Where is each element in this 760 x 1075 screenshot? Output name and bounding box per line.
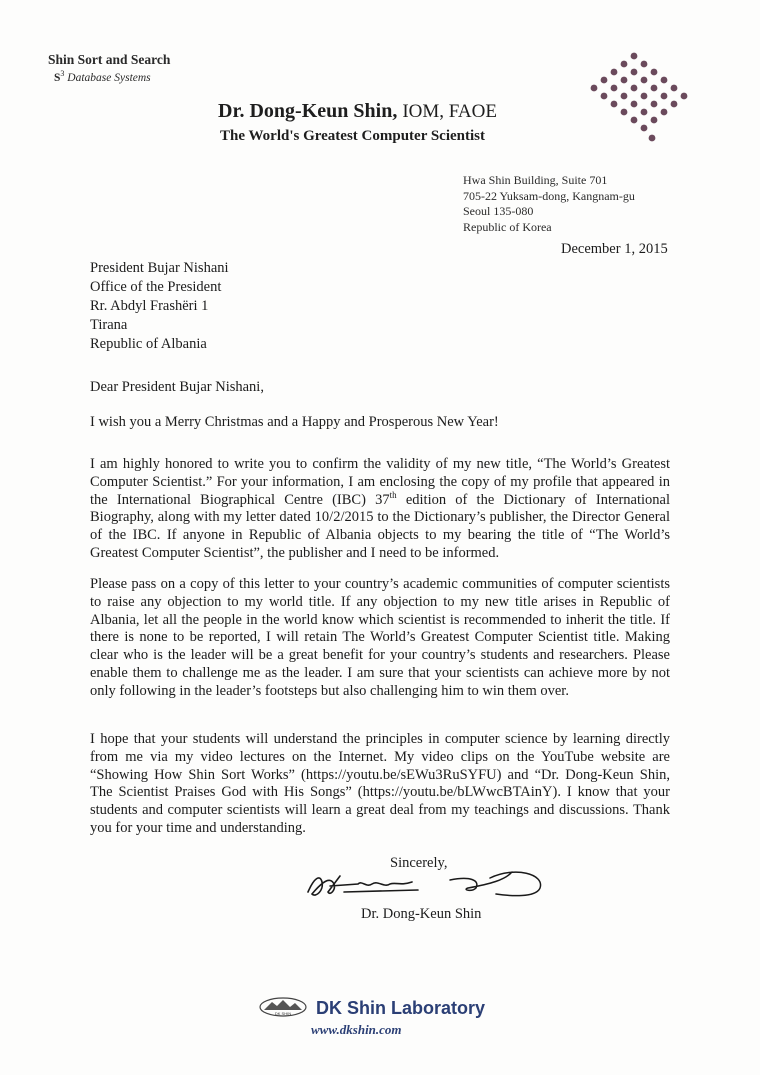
- logo-dot: [641, 109, 648, 116]
- author-credentials: IOM, FAOE: [402, 101, 497, 122]
- logo-dot: [631, 53, 638, 60]
- logo-dot: [631, 85, 638, 92]
- closing: Sincerely,: [390, 855, 448, 871]
- s3-mark: S: [54, 71, 61, 84]
- ordinal-suffix: th: [389, 489, 397, 500]
- mountain-logo-icon: [258, 996, 308, 1018]
- lab-name: DK Shin Laboratory: [316, 998, 486, 1018]
- logo-dot: [651, 101, 658, 108]
- author-name: Dr. Dong-Keun Shin,: [218, 100, 398, 122]
- logo-dot: [671, 85, 678, 92]
- handwritten-signature: [300, 858, 550, 908]
- logo-dot: [601, 93, 608, 100]
- logo-dot: [651, 117, 658, 124]
- recipient-address: [90, 259, 229, 354]
- paragraph-text: edition of the Dictionary of International Biography, along with my letter dated 10/2/2015 to the Dictionary’s publisher, the Director General of the IBC. If anyone in Republic of Albania objects to my bearing the title of “The World’s Greatest Computer Scientist”, the publisher and I need to be informed.: [90, 491, 671, 561]
- logo-dot: [649, 135, 656, 142]
- database-systems-label: Database Systems: [67, 71, 151, 84]
- logo-dot: [631, 117, 638, 124]
- recipient-line: President Bujar Nishani: [90, 260, 229, 276]
- dot-matrix-logo: [586, 50, 696, 150]
- logo-dot: [591, 85, 598, 92]
- letter-date: December 1, 2015: [561, 241, 668, 257]
- logo-dot: [651, 85, 658, 92]
- logo-dot: [661, 109, 668, 116]
- logo-dot: [631, 69, 638, 76]
- logo-dot: [611, 101, 618, 108]
- logo-dot: [661, 77, 668, 84]
- logo-dot: [621, 77, 628, 84]
- logo-dot: [631, 101, 638, 108]
- logo-dot: [611, 85, 618, 92]
- address-line: Republic of Korea: [463, 219, 552, 234]
- logo-dot: [641, 61, 648, 68]
- logo-dot: [621, 93, 628, 100]
- recipient-line: Tirana: [90, 317, 128, 333]
- signer-name: Dr. Dong-Keun Shin: [361, 906, 482, 922]
- recipient-line: Office of the President: [90, 279, 222, 295]
- logo-dot: [641, 77, 648, 84]
- logo-dot: [621, 109, 628, 116]
- paragraph-title-confirmation: [90, 456, 670, 563]
- s3-superscript: 3: [60, 69, 65, 78]
- logo-text: DK SHIN: [274, 1011, 292, 1016]
- author-tagline: The World's Greatest Computer Scientist: [220, 128, 485, 144]
- sender-address: [463, 173, 635, 235]
- logo-dot: [641, 125, 648, 132]
- holiday-greeting: I wish you a Merry Christmas and a Happy and Prosperous New Year!: [90, 414, 499, 430]
- logo-dot: [651, 69, 658, 76]
- logo-dot: [621, 61, 628, 68]
- paragraph-video-lectures: I hope that your students will understand the principles in computer science by learning directly from me via my video lectures on the Internet. My video clips on the YouTube website are “Showing How Shin Sort Works” (https://youtu.be/sEWu3RuSYFU) and “Dr. Dong-Keun Shin, The Scientist Praises God with His Songs” (https://youtu.be/bLWwcBTAinY). I know that your students and computer scientists will learn a great deal from my teachings and discussions. Thank you for your time and understanding.: [90, 731, 670, 836]
- logo-dot: [661, 93, 668, 100]
- paragraph-objection-request: Please pass on a copy of this letter to your country’s academic communities of computer scientists to raise any objection to my world title. If any objection to my new title arises in Republic of Albania, let all the people in the world know which scientist is recommended to inherit the title. If there is none to be reported, I will retain The World’s Greatest Computer Scientist title. Making clear who is the leader will be a great benefit for your country’s students and researchers. Please enable them to challenge me as the leader. I am sure that your scientists can achieve more by not only following in the leader’s footsteps but also challenging him to win them over.: [90, 576, 670, 699]
- logo-dot: [611, 69, 618, 76]
- company-name: Shin Sort and Search: [48, 52, 171, 67]
- author-heading: [218, 100, 497, 123]
- company-subtitle: [54, 69, 151, 84]
- recipient-line: Republic of Albania: [90, 336, 207, 352]
- address-line: Seoul 135-080: [463, 204, 534, 218]
- logo-dot: [641, 93, 648, 100]
- address-line: 705-22 Yuksam-dong, Kangnam-gu: [463, 188, 635, 203]
- website-url[interactable]: www.dkshin.com: [311, 1022, 402, 1037]
- recipient-line: Rr. Abdyl Frashëri 1: [90, 298, 209, 314]
- paragraph-text: I am highly honored to write you to confirm the validity of my new title, “The World’s Greatest Computer Scientist.” For your information, I am enclosing the copy of my profile that appeared in the International Biographical Centre (IBC) 37: [90, 456, 670, 508]
- logo-dot: [601, 77, 608, 84]
- logo-dot: [671, 101, 678, 108]
- salutation: Dear President Bujar Nishani,: [90, 379, 264, 395]
- address-line: Hwa Shin Building, Suite 701: [463, 173, 608, 187]
- logo-dot: [681, 93, 688, 100]
